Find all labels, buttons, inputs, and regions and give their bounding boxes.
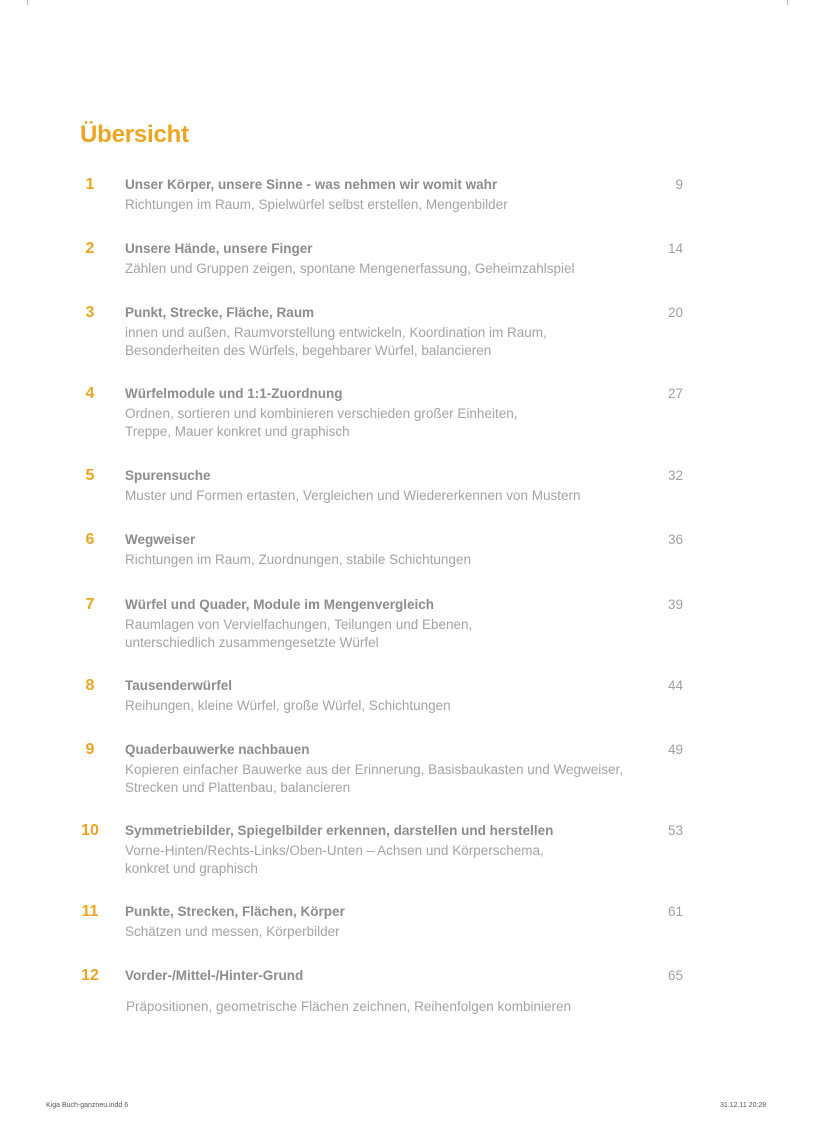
page-number: 49 [667,742,683,757]
page-number: 39 [667,597,683,612]
chapter-heading: Würfel und Quader, Module im Mengenvergleich [125,597,435,612]
chapter-heading: Würfelmodule und 1:1-Zuordnung [125,386,343,401]
chapter-heading: Symmetriebilder, Spiegelbilder erkennen, darstellen und herstellen [125,823,554,838]
chapter-heading: Punkte, Strecken, Flächen, Körper [125,904,345,919]
crop-mark-right [787,0,788,5]
chapter-description: Präpositionen, geometrische Flächen zeichnen, Reihenfolgen kombinieren [126,999,572,1014]
chapter-description: Raumlagen von Vervielfachungen, Teilungen und Ebenen, unterschiedlich zusammengesetzte Würfel [125,617,473,650]
chapter-description: Richtungen im Raum, Spielwürfel selbst erstellen, Mengenbilder [125,197,508,212]
chapter-number: 8 [85,677,95,694]
chapter-number: 10 [81,822,99,839]
page-number: 14 [667,241,683,256]
page-number: 27 [667,386,683,401]
chapter-heading: Quaderbauwerke nachbauen [125,742,310,757]
chapter-number: 1 [85,176,95,193]
chapter-heading: Unser Körper, unsere Sinne - was nehmen wir womit wahr [125,177,498,192]
page-number: 9 [675,177,683,192]
footer-file-name: Kiga Buch-ganzneu.indd 6 [46,1102,129,1109]
chapter-number: 2 [85,240,95,257]
chapter-heading: Unsere Hände, unsere Finger [125,241,313,256]
crop-mark-left [27,0,28,5]
page-number: 61 [667,904,683,919]
chapter-number: 9 [85,741,95,758]
chapter-heading: Tausenderwürfel [125,678,233,693]
chapter-description: Vorne-Hinten/Rechts-Links/Oben-Unten – Achsen und Körperschema, konkret und graphisch [125,843,544,876]
chapter-heading: Wegweiser [125,532,196,547]
chapter-number: 4 [85,385,95,402]
page-number: 44 [667,678,683,693]
chapter-description: Reihungen, kleine Würfel, große Würfel, Schichtungen [125,698,451,713]
chapter-description: Richtungen im Raum, Zuordnungen, stabile Schichtungen [125,552,471,567]
chapter-number: 7 [85,596,95,613]
chapter-description: Schätzen und messen, Körperbilder [125,924,340,939]
page-number: 36 [667,532,683,547]
chapter-description: Muster und Formen ertasten, Vergleichen und Wiedererkennen von Mustern [125,488,581,503]
page-number: 53 [667,823,683,838]
page-number: 20 [667,305,683,320]
chapter-heading: Spurensuche [125,468,211,483]
chapter-description: innen und außen, Raumvorstellung entwickeln, Koordination im Raum, Besonderheiten des Würfels, begehbarer Würfel, balancieren [125,325,547,358]
chapter-heading: Vorder-/Mittel-/Hinter-Grund [125,968,304,983]
page-title: Übersicht [80,121,189,148]
chapter-description: Zählen und Gruppen zeigen, spontane Mengenerfassung, Geheimzahlspiel [125,261,575,276]
footer-timestamp: 31.12.11 20:28 [720,1102,767,1109]
page-number: 65 [667,968,683,983]
chapter-number: 11 [81,903,99,920]
chapter-number: 6 [85,531,95,548]
page-number: 32 [667,468,683,483]
chapter-description: Kopieren einfacher Bauwerke aus der Erinnerung, Basisbaukasten und Wegweiser, Strecken und Plattenbau, balancieren [125,762,624,795]
chapter-heading: Punkt, Strecke, Fläche, Raum [125,305,315,320]
chapter-number: 12 [81,967,99,984]
chapter-number: 5 [85,467,95,484]
chapter-number: 3 [85,304,95,321]
chapter-description: Ordnen, sortieren und kombinieren verschieden großer Einheiten, Treppe, Mauer konkret und graphisch [125,406,518,439]
